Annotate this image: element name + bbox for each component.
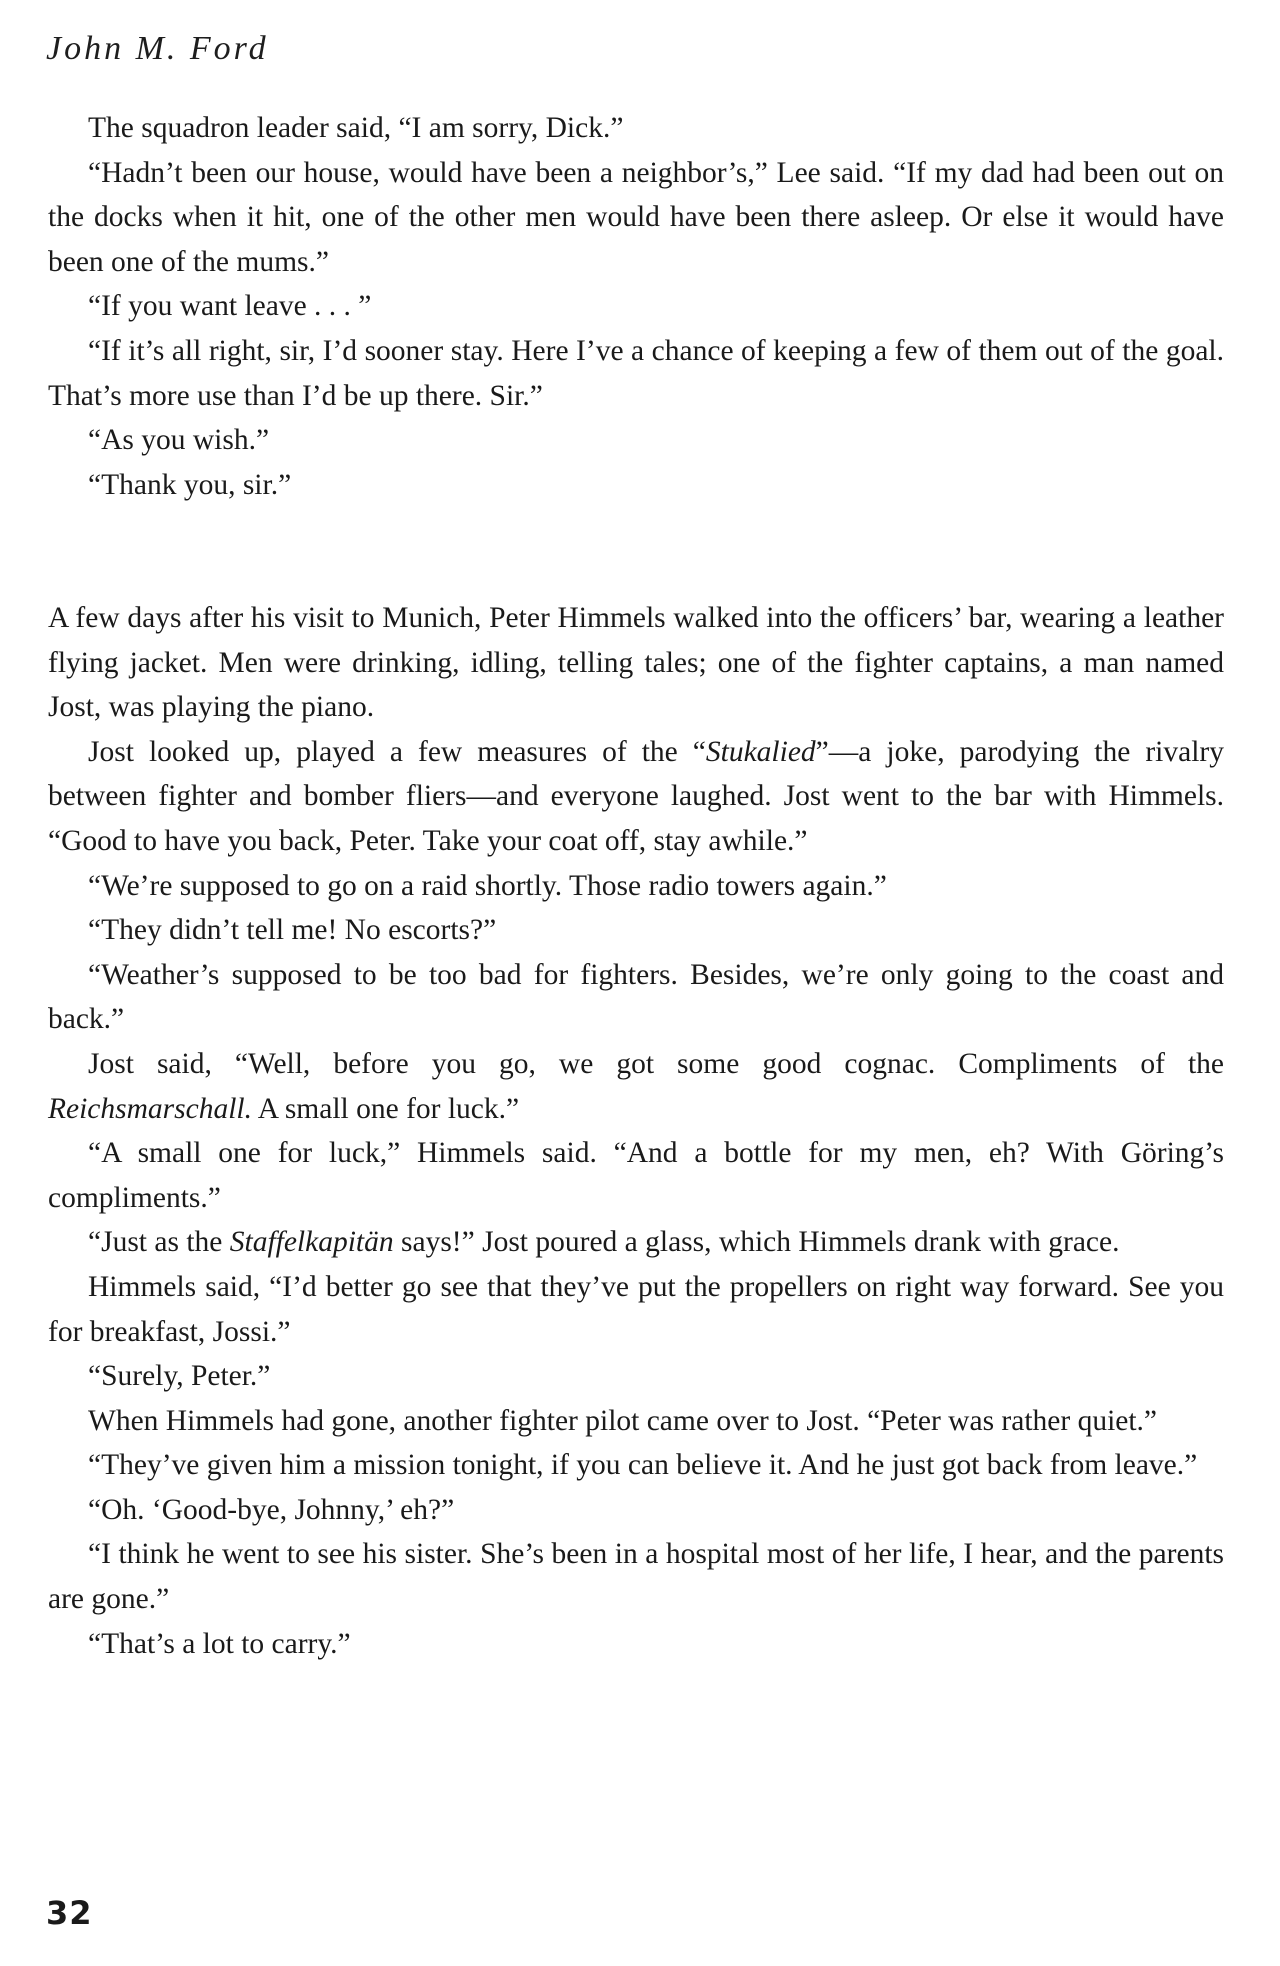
- paragraph-text: When Himmels had gone, another fighter pilot came over to Jost. “Peter was rather quiet.”: [88, 1404, 1158, 1437]
- italic-text: Reichsmarschall.: [48, 1092, 253, 1125]
- paragraph: [48, 1220, 1224, 1265]
- paragraph: [48, 1443, 1224, 1488]
- paragraph-text: “As you wish.”: [88, 424, 270, 457]
- italic-text: Stukalied: [705, 735, 816, 768]
- paragraph-text: ”—a joke, parodying the rivalry between fighter and bomber fliers—and everyone laughed. Jost went to the bar with Himmels. “Good to have you back, Peter. Take your coat off, stay awhile.”: [48, 735, 1224, 857]
- paragraph-text: “We’re supposed to go on a raid shortly. Those radio towers again.”: [88, 869, 887, 902]
- paragraph: [48, 106, 1224, 151]
- paragraph-text: “If it’s all right, sir, I’d sooner stay. Here I’ve a chance of keeping a few of them out of the goal. That’s more use than I’d be up there. Sir.”: [48, 334, 1224, 412]
- paragraph-text: “Thank you, sir.”: [88, 468, 292, 501]
- page-number: 32: [46, 1894, 93, 1932]
- text-section-1: [48, 106, 1224, 507]
- paragraph-text: says!” Jost poured a glass, which Himmels drank with grace.: [393, 1226, 1120, 1259]
- paragraph: [48, 1042, 1224, 1131]
- paragraph-text: “Surely, Peter.”: [88, 1360, 271, 1393]
- paragraph-text: Jost looked up, played a few measures of the “: [88, 735, 706, 768]
- paragraph: [48, 730, 1224, 864]
- paragraph-text: A small one for luck.”: [252, 1092, 520, 1125]
- paragraph: [48, 284, 1224, 329]
- paragraph-text: Jost said, “Well, before you go, we got some good cognac. Compliments of the: [88, 1047, 1224, 1080]
- paragraph: [48, 1488, 1224, 1533]
- running-head: John M. Ford: [46, 30, 269, 67]
- text-section-2: [48, 596, 1224, 1666]
- paragraph-text: “I think he went to see his sister. She’s been in a hospital most of her life, I hear, and the parents are gone.”: [48, 1538, 1224, 1616]
- paragraph-text: “If you want leave . . . ”: [88, 290, 372, 323]
- paragraph-text: “Oh. ‘Good-bye, Johnny,’ eh?”: [88, 1493, 455, 1526]
- paragraph-text: “Just as the: [88, 1226, 230, 1259]
- italic-text: Staffelkapitän: [229, 1226, 394, 1259]
- paragraph: [48, 151, 1224, 285]
- paragraph: [48, 1131, 1224, 1220]
- paragraph: [48, 864, 1224, 909]
- paragraph-text: “Weather’s supposed to be too bad for fighters. Besides, we’re only going to the coast and back.”: [48, 958, 1224, 1036]
- paragraph: [48, 329, 1224, 418]
- paragraph: [48, 418, 1224, 463]
- paragraph-text: “That’s a lot to carry.”: [88, 1627, 351, 1660]
- paragraph-text: “Hadn’t been our house, would have been a neighbor’s,” Lee said. “If my dad had been out on the docks when it hit, one of the other men would have been there asleep. Or else it would have been one of the mums.”: [48, 156, 1224, 278]
- paragraph-text: The squadron leader said, “I am sorry, Dick.”: [88, 112, 624, 144]
- paragraph-text: Himmels said, “I’d better go see that they’ve put the propellers on right way forward. See you for breakfast, Jossi.”: [48, 1270, 1224, 1348]
- paragraph: [48, 1622, 1224, 1667]
- paragraph: [48, 463, 1224, 508]
- paragraph-text: A few days after his visit to Munich, Peter Himmels walked into the officers’ bar, wearing a leather flying jacket. Men were drinking, idling, telling tales; one of the fighter captains, a man named Jost, was playing the piano.: [48, 602, 1224, 724]
- paragraph-text: “A small one for luck,” Himmels said. “And a bottle for my men, eh? With Göring’s compliments.”: [48, 1137, 1224, 1214]
- paragraph: [48, 1532, 1224, 1621]
- paragraph: [48, 1265, 1224, 1354]
- paragraph: [48, 1399, 1224, 1444]
- paragraph: [48, 908, 1224, 953]
- paragraph: [48, 953, 1224, 1042]
- paragraph: [48, 596, 1224, 730]
- paragraph-text: “They didn’t tell me! No escorts?”: [88, 914, 497, 947]
- paragraph-text: “They’ve given him a mission tonight, if you can believe it. And he just got back from leave.”: [88, 1449, 1198, 1482]
- paragraph: [48, 1354, 1224, 1399]
